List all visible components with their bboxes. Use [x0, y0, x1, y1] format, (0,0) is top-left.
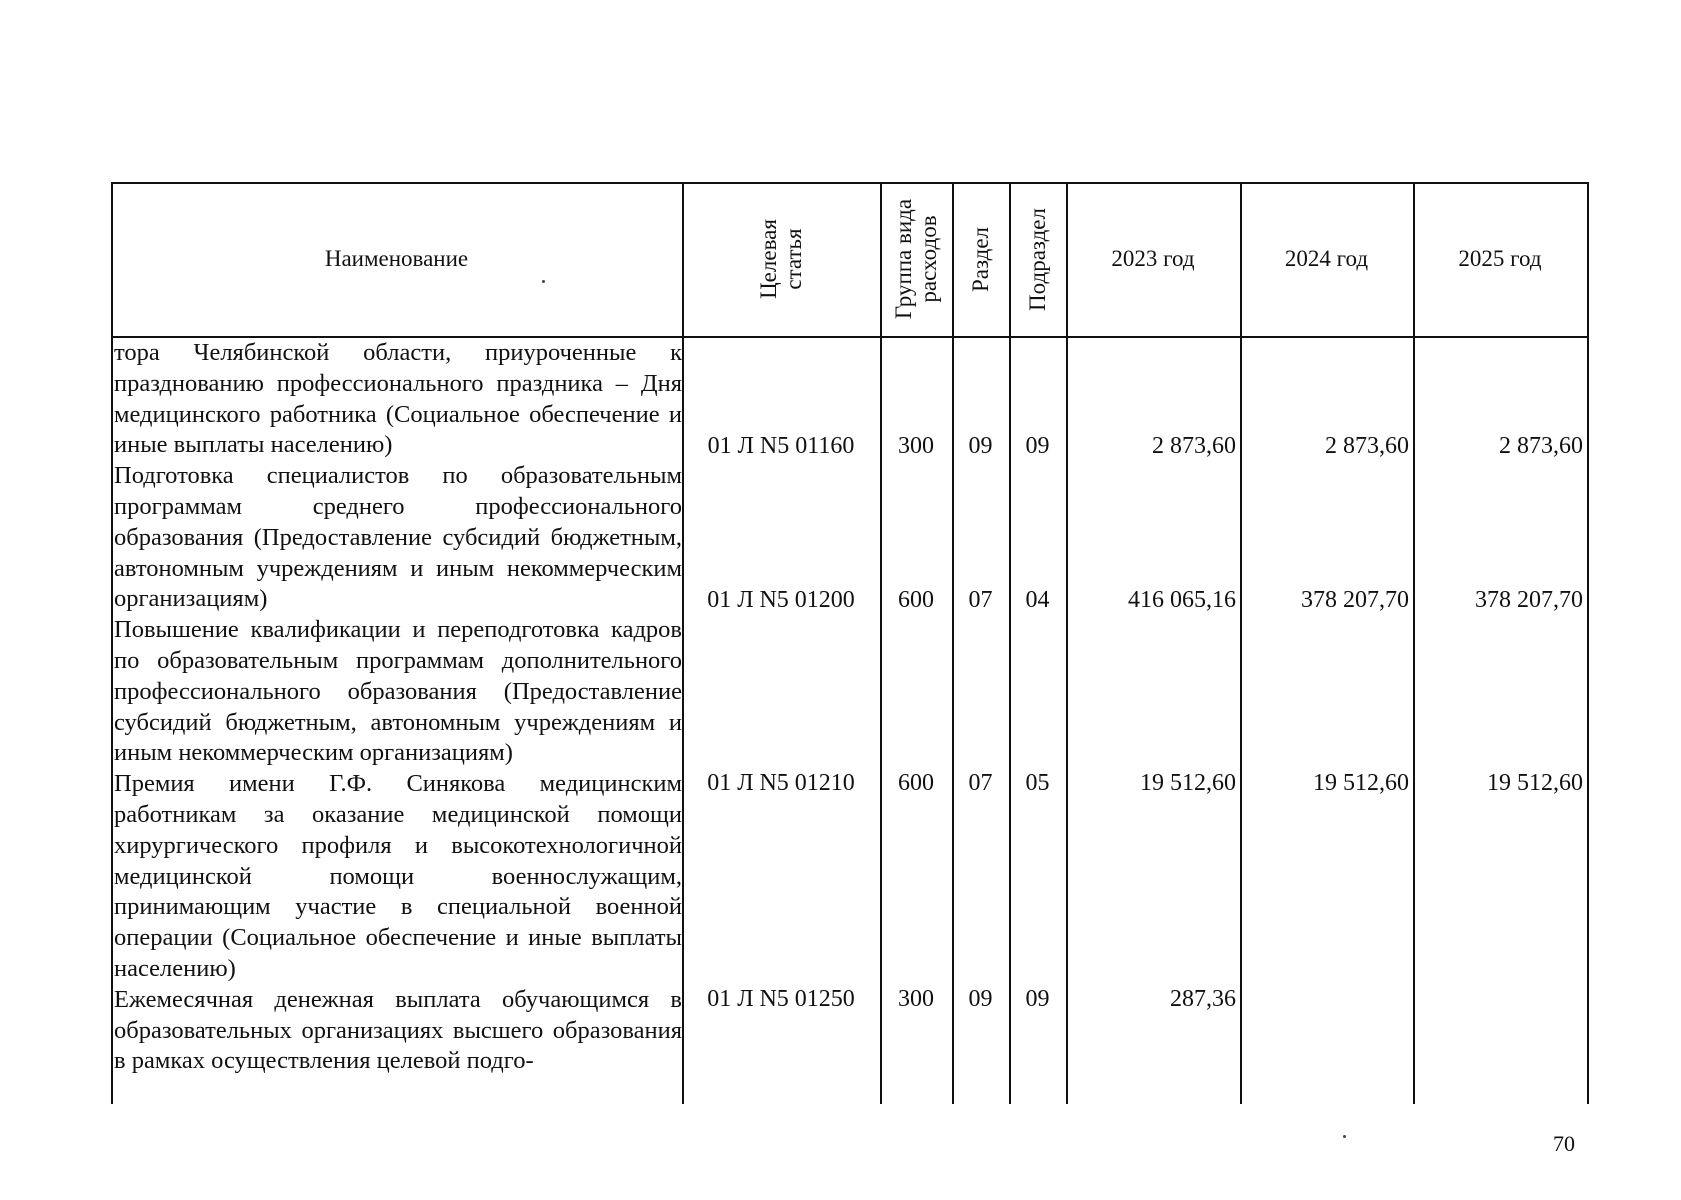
header-target-article-line: Целевая	[755, 219, 781, 299]
header-target-article-line: статья	[780, 228, 806, 290]
table-right-border	[1587, 182, 1589, 1104]
row-2025: 2 873,60	[1499, 433, 1583, 459]
scan-speck	[1343, 1135, 1346, 1138]
row-2024: 2 873,60	[1325, 433, 1409, 459]
name-column	[114, 338, 682, 1077]
header-2023	[1066, 182, 1240, 336]
row-code: 01 Л N5 01200	[707, 587, 855, 613]
header-name	[111, 182, 682, 336]
header-expense-group-line: Группа вида	[891, 198, 917, 320]
header-2024-text: 2024 год	[1284, 246, 1369, 271]
row-2023: 2 873,60	[1152, 433, 1236, 459]
row-2025: 378 207,70	[1475, 587, 1583, 613]
header-name-text: Наименование	[324, 246, 469, 271]
header-2025-text: 2025 год	[1458, 246, 1542, 271]
row-subsection: 04	[1025, 587, 1050, 613]
row-2025: 19 512,60	[1487, 770, 1583, 796]
header-2025	[1413, 182, 1587, 336]
row-2024: 378 207,70	[1301, 587, 1409, 613]
row-name: тора Челябинской области, приуроченные к празднованию профессионального праздника – Дня медицинского работника (Социальное обеспечение и иные выплаты населению)	[114, 339, 682, 459]
row-section: 09	[968, 433, 993, 459]
row-2023: 19 512,60	[1140, 770, 1236, 796]
row-subsection: 05	[1025, 770, 1050, 796]
budget-table	[111, 182, 1589, 1104]
row-section: 07	[968, 587, 993, 613]
header-subsection-text: Подраздел	[1025, 207, 1051, 311]
row-section: 09	[968, 986, 993, 1012]
row-2023: 287,36	[1170, 986, 1236, 1012]
row-group: 300	[898, 986, 934, 1012]
header-section-text: Раздел	[968, 226, 993, 292]
row-name: Повышение квалификации и переподготовка кадров по образовательным программам дополнительного профессионального образования (Предоставление субсидий бюджетным, автономным учреждениям и иным некоммерческим организациям)	[114, 616, 682, 767]
page-number: 70	[1553, 1131, 1575, 1156]
row-group: 600	[898, 770, 934, 796]
row-group: 300	[898, 433, 934, 459]
scan-speck	[542, 280, 545, 283]
row-group: 600	[898, 587, 934, 613]
row-2024: 19 512,60	[1313, 770, 1409, 796]
header-section	[952, 182, 1009, 336]
row-name: Подготовка специалистов по образовательным программам среднего профессионального образования (Предоставление субсидий бюджетным, автономным учреждениям и иным некоммерческим организациям)	[114, 462, 682, 613]
row-subsection: 09	[1025, 433, 1050, 459]
row-section: 07	[968, 770, 993, 796]
row-code: 01 Л N5 01160	[707, 433, 855, 459]
row-code: 01 Л N5 01250	[707, 986, 855, 1012]
row-2023: 416 065,16	[1128, 587, 1236, 613]
row-subsection: 09	[1025, 986, 1050, 1012]
header-subsection	[1009, 182, 1066, 336]
header-2023-text: 2023 год	[1111, 246, 1195, 271]
row-code: 01 Л N5 01210	[707, 770, 855, 796]
header-2024	[1240, 182, 1413, 336]
row-name: Ежемесячная денежная выплата обучающимся в образовательных организациях высшего образования в рамках осуществления целевой подго-	[114, 985, 682, 1075]
header-expense-group	[880, 182, 952, 336]
header-expense-group-line: расходов	[916, 215, 942, 303]
row-name: Премия имени Г.Ф. Синякова медицинским работникам за оказание медицинской помощи хирургического профиля и высокотехнологичной медицинской помощи военнослужащим, принимающим участие в специальной военной операции (Социальное обеспечение и иные выплаты населению)	[114, 770, 682, 982]
header-target-article	[682, 182, 880, 336]
